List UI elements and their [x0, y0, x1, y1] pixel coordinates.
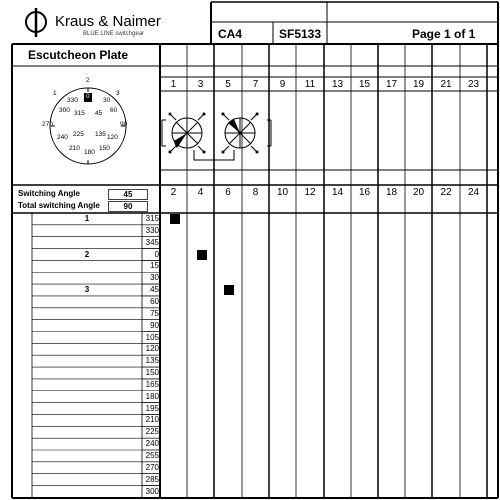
dial-angle-label: 270 [42, 121, 53, 128]
page-indicator: Page 1 of 1 [412, 27, 476, 41]
row-angle-label: 210 [145, 415, 159, 425]
terminal-number-bottom: 10 [276, 187, 289, 198]
terminal-number-top: 7 [252, 79, 259, 90]
terminal-number-bottom: 20 [412, 187, 425, 198]
terminal-number-top: 1 [170, 79, 177, 90]
row-angle-label: 120 [145, 344, 159, 354]
row-angle-label: 150 [145, 368, 159, 378]
row-angle-label: 15 [150, 261, 159, 271]
total-switching-angle-label: Total switching Angle [18, 201, 100, 210]
row-angle-label: 180 [145, 391, 159, 401]
dial-angle-label: 240 [57, 134, 68, 141]
dial-angle-label: 315 [74, 110, 85, 117]
row-angle-label: 105 [145, 332, 159, 342]
terminal-number-bottom: 22 [440, 187, 452, 198]
row-angle-label: 330 [145, 225, 159, 235]
row-angle-label: 225 [145, 427, 159, 437]
row-angle-label: 285 [145, 474, 159, 484]
terminal-number-top: 13 [331, 79, 344, 90]
dial-angle-label: 180 [84, 149, 95, 156]
dial-angle-label: 210 [69, 145, 80, 152]
row-angle-label: 45 [150, 285, 159, 295]
dial-outer-label: 1 [53, 90, 57, 97]
part-number: SF5133 [279, 27, 322, 41]
row-angle-label: 240 [145, 439, 159, 449]
row-angle-label: 270 [145, 462, 159, 472]
terminal-number-top: 17 [385, 79, 398, 90]
position-number: 2 [84, 249, 90, 259]
terminal-number-bottom: 12 [304, 187, 316, 198]
contact-closed-marker [170, 214, 180, 224]
terminal-number-top: 19 [412, 79, 425, 90]
dial-angle-label: 120 [107, 134, 118, 141]
terminal-number-top: 9 [279, 79, 286, 90]
row-angle-label: 255 [145, 451, 159, 460]
terminal-number-top: 11 [304, 79, 316, 90]
terminal-number-bottom: 8 [252, 187, 259, 198]
terminal-number-bottom: 24 [467, 187, 480, 198]
terminal-number-top: 21 [440, 79, 452, 90]
dial-angle-label: 90 [120, 121, 128, 128]
kraus-naimer-logo-icon [22, 6, 52, 38]
model-code: CA4 [218, 27, 243, 41]
contact-closed-marker [224, 285, 234, 295]
row-angle-label: 0 [154, 249, 159, 259]
escutcheon-plate-title: Escutcheon Plate [28, 48, 129, 62]
contact-schematic-icon [160, 108, 275, 168]
dial-angle-label: 300 [59, 107, 70, 114]
row-angle-label: 165 [145, 379, 159, 389]
dial-outer-label: 2 [86, 77, 90, 84]
terminal-number-bottom: 2 [170, 187, 177, 198]
dial-angle-label: 30 [103, 97, 111, 104]
contact-closed-marker [197, 250, 207, 260]
terminal-number-top: 23 [467, 79, 480, 90]
terminal-number-bottom: 18 [385, 187, 398, 198]
row-angle-label: 30 [150, 273, 159, 283]
row-angle-label: 315 [145, 214, 159, 223]
dial-angle-label: 330 [67, 97, 78, 104]
row-angle-label: 345 [145, 237, 159, 247]
dial-angle-label: 45 [95, 110, 103, 117]
row-angle-label: 75 [150, 308, 159, 318]
brand-name: Kraus & Naimer [55, 13, 161, 30]
switching-angle-label: Switching Angle [18, 189, 80, 198]
terminal-number-top: 15 [358, 79, 371, 90]
dial-selected-position: 0 [86, 93, 90, 100]
terminal-number-bottom: 4 [197, 187, 204, 198]
brand-tagline: BLUE LINE switchgear [83, 31, 145, 37]
dial-angle-label: 225 [73, 131, 84, 138]
row-angle-label: 300 [145, 486, 159, 496]
terminal-number-bottom: 16 [358, 187, 371, 198]
total-switching-angle-value: 90 [108, 201, 148, 212]
terminal-number-bottom: 6 [225, 187, 231, 198]
row-angle-label: 135 [145, 356, 159, 366]
row-angle-label: 90 [150, 320, 159, 330]
row-angle-label: 195 [145, 403, 159, 413]
terminal-number-top: 3 [197, 79, 204, 90]
row-angle-label: 60 [150, 296, 159, 306]
position-number: 1 [84, 214, 90, 223]
switching-angle-value: 45 [108, 189, 148, 200]
escutcheon-dial [40, 78, 140, 170]
terminal-number-top: 5 [225, 79, 231, 90]
dial-angle-label: 60 [110, 107, 118, 114]
terminal-number-bottom: 14 [331, 187, 344, 198]
dial-angle-label: 150 [99, 145, 110, 152]
dial-outer-label: 3 [116, 90, 120, 97]
dial-angle-label: 135 [95, 131, 106, 138]
position-number: 3 [84, 285, 90, 295]
